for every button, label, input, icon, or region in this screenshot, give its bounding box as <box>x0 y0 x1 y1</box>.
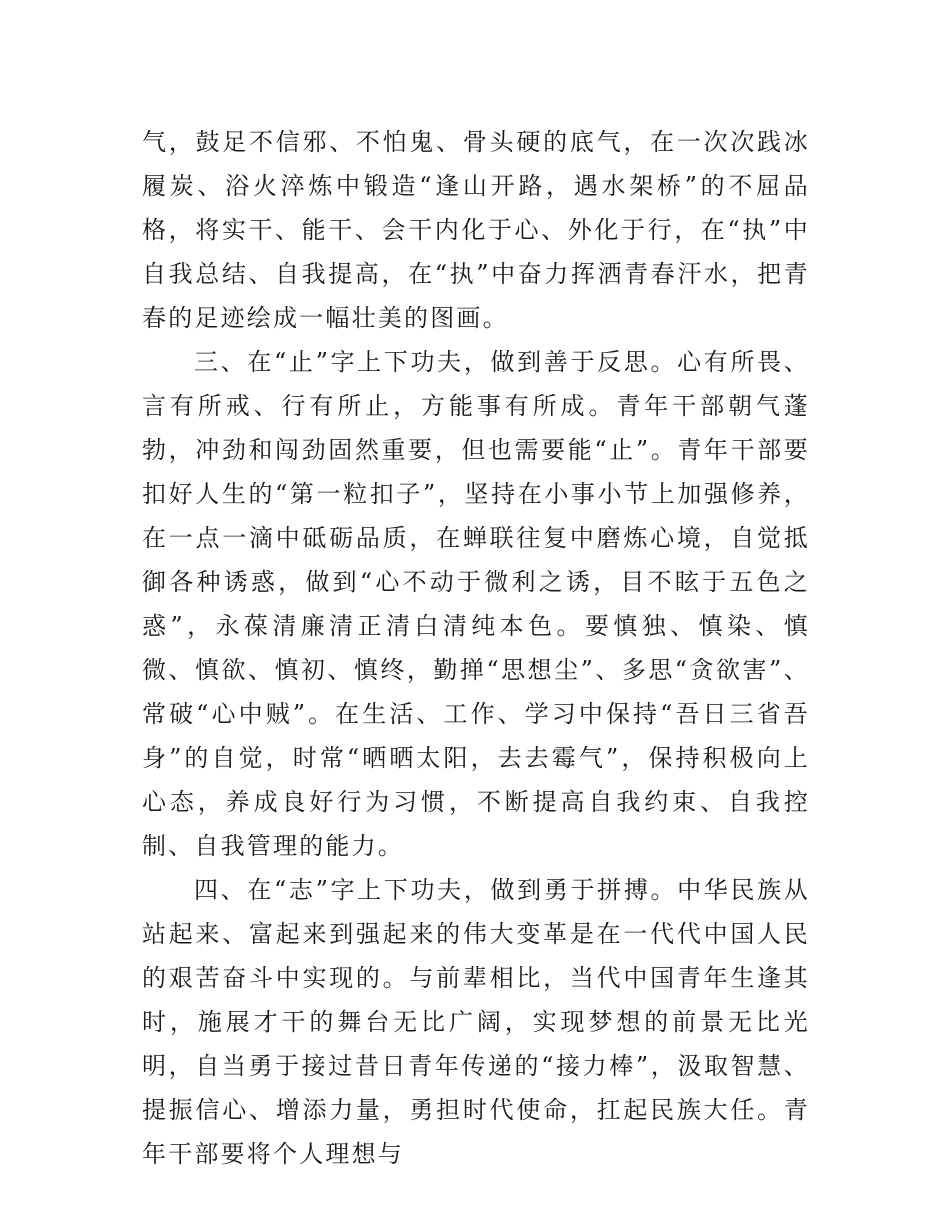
paragraph-section-four: 四、在“志”字上下功夫，做到勇于拼搏。中华民族从站起来、富起来到强起来的伟大变革是在一代代中国人民的艰苦奋斗中实现的。与前辈相比，当代中国青年生逢其时，施展才干的舞台无比广阔，实现梦想的前景无比光明，自当勇于接过昔日青年传递的“接力棒”，汲取智慧、提振信心、增添力量，勇担时代使命，扛起民族大任。青年干部要将个人理想与 <box>142 876 810 1168</box>
document-body <box>142 120 810 1176</box>
paragraph-section-three: 三、在“止”字上下功夫，做到善于反思。心有所畏、言有所戒、行有所止，方能事有所成。青年干部朝气蓬勃，冲劲和闯劲固然重要，但也需要能“止”。青年干部要扣好人生的“第一粒扣子”，坚持在小事小节上加强修养，在一点一滴中砥砺品质，在蝉联往复中磨炼心境，自觉抵御各种诱惑，做到“心不动于微利之诱，目不眩于五色之惑”，永葆清廉清正清白清纯本色。要慎独、慎染、慎微、慎欲、慎初、慎终，勤掸“思想尘”、多思“贪欲害”、常破“心中贼”。在生活、工作、学习中保持“吾日三省吾身”的自觉，时常“晒晒太阳，去去霉气”，保持积极向上心态，养成良好行为习惯，不断提高自我约束、自我控制、自我管理的能力。 <box>142 348 810 860</box>
paragraph-continued: 气，鼓足不信邪、不怕鬼、骨头硬的底气，在一次次践冰履炭、浴火淬炼中锻造“逢山开路，遇水架桥”的不屈品格，将实干、能干、会干内化于心、外化于行，在“执”中自我总结、自我提高，在“执”中奋力挥洒青春汗水，把青春的足迹绘成一幅壮美的图画。 <box>142 128 810 332</box>
